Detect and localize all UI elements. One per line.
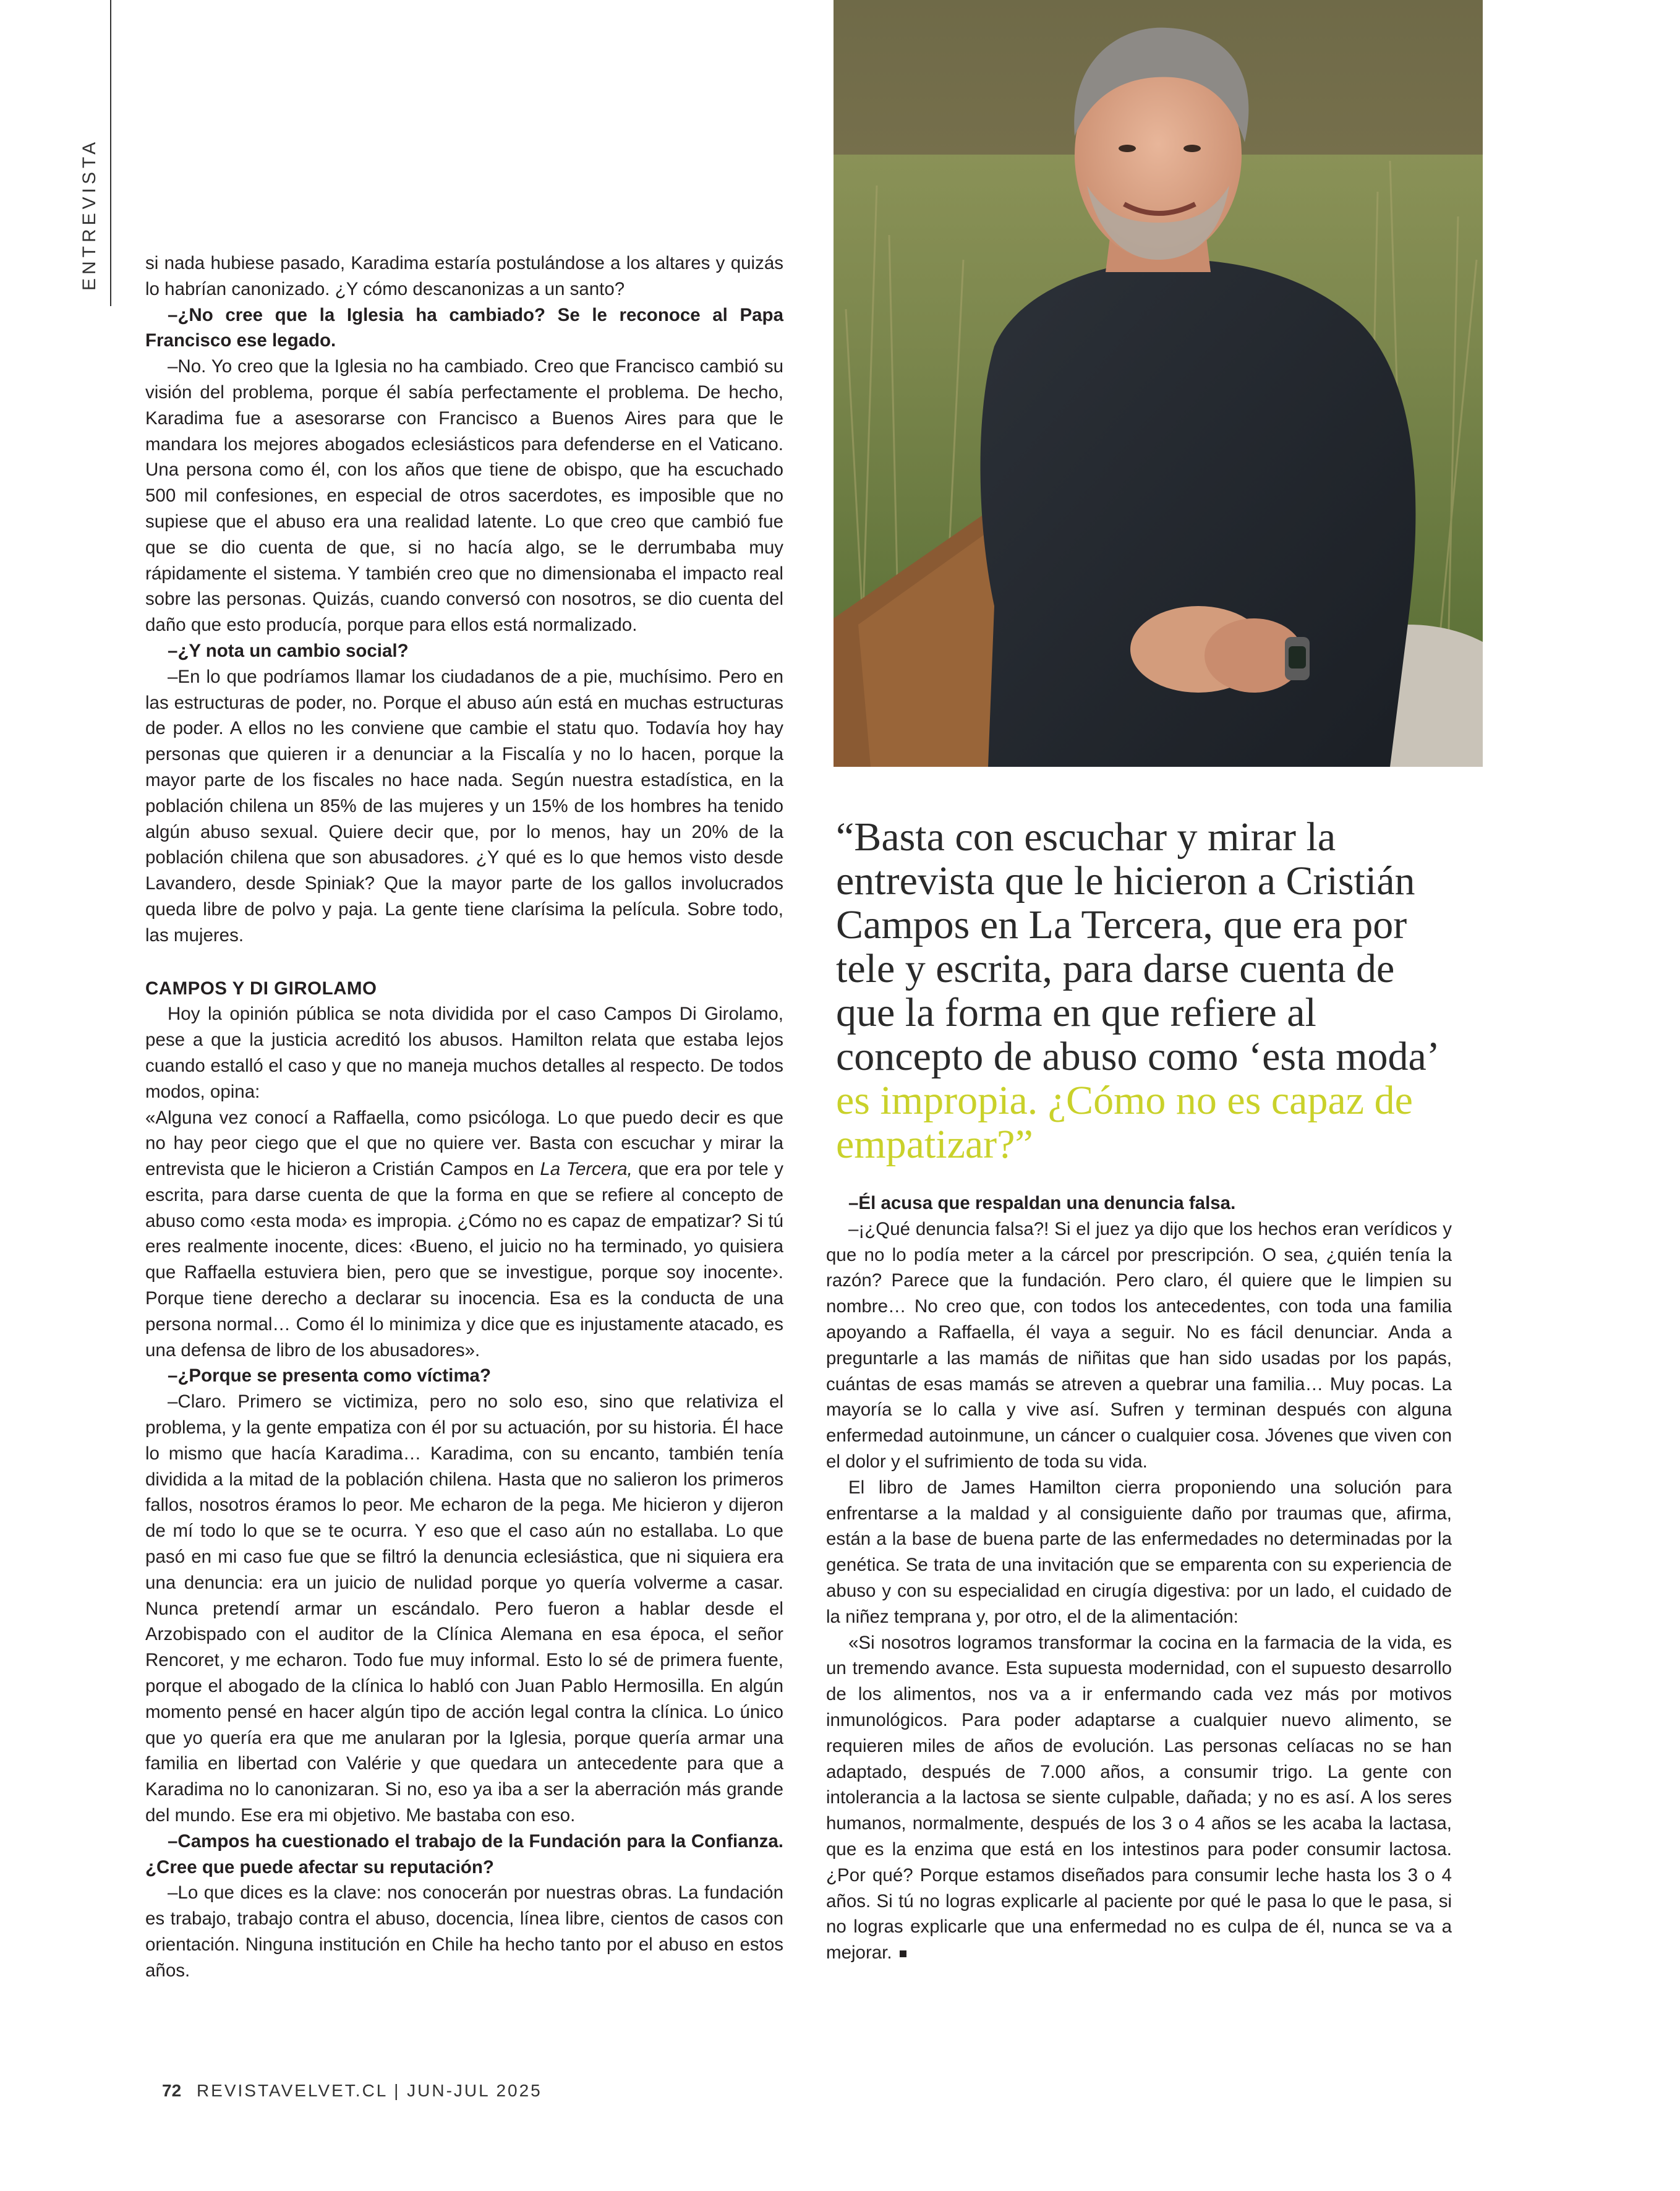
pull-quote-text: “Basta con escuchar y mirar la entrevista que le hicieron a Cristián Campos en La Tercera, que era por tele y escrita, para darse cuenta de que la forma en que refiere al concepto de abuso como ‘esta moda’ [836,814,1437,1079]
closing-quote: «Si nosotros logramos transformar la cocina en la farmacia de la vida, es un tremendo avance. Esta supuesta modernidad, con el supuesto desarrollo de los alimentos, nos va a ir enfermando cada vez más por motivos inmunológicos. Para poder adaptarse a cualquier nuevo alimento, se requieren miles de años de evolución. Las personas celíacas no se han adaptado, después de 7.000 años, a consumir trigo. La gente con intolerancia a la lactosa se siente culpable, dañada; y no es así. A los seres humanos, normalmente, después de los 3 o 4 años se les acaba la lactasa, que es la enzima que está en los intestinos para poder consumir lactosa. ¿Por qué? Porque estamos diseñados para consumir leche hasta los 3 o 4 años. Si tú no logras explicarle al paciente por qué le pasa lo que le pasa, si no logras explicarle que una enfermedad no es culpa de él, nunca se va a mejorar. [826,1632,1452,1963]
interview-question: –¿Y nota un cambio social? [168,640,409,661]
interview-answer: –En lo que podríamos llamar los ciudadanos de a pie, muchísimo. Pero en las estructuras de poder, no. Porque el abuso aún está en muchas estructuras de poder. A ellos no les conviene que cambie el statu quo. Todavía hoy hay personas que quieren ir a denunciar a la Fiscalía y no lo hacen, porque la mayor parte de los fiscales no hace nada. Según nuestra estadística, en la población chilena un 85% de las mujeres y un 15% de los hombres ha tenido algún abuso sexual. Quiere decir que, por lo menos, hay un 20% de la población chilena que son abusadores. ¿Y qué es lo que hemos visto desde Lavandero, desde Spiniak? Que la mayor parte de los gallos involucrados queda libre de polvo y paja. La gente tiene clarísima la película. Sobre todo, las mujeres. [145,666,783,946]
end-mark-icon [900,1950,906,1957]
interview-answer: –No. Yo creo que la Iglesia no ha cambiado. Creo que Francisco cambió su visión del problema, porque él sabía perfectamente el problema. De hecho, Karadima fue a asesorarse con Francisco a Buenos Aires para que le mandara los mejores abogados eclesiásticos para defenderse en el Vaticano. Una persona como él, con los años que tiene de obispo, que ha escuchado 500 mil confesiones, en especial de otros sacerdotes, es imposible que no supiese que el abuso era una realidad latente. Lo que creo que cambió fue que se dio cuenta de que, si no hacía algo, se le derrumbaba muy rápidamente el sistema. Y también creo que no dimensionaba el impacto real sobre las personas. Quizás, cuando conversó con nosotros, se dio cuenta del daño que esto producía, porque para ellos está normalizado. [145,356,783,636]
closing-paragraph [826,1630,1452,1966]
quote-paragraph [145,1105,783,1364]
subheading: CAMPOS Y DI GIROLAMO [145,978,377,999]
interview-question: –Él acusa que respaldan una denuncia falsa. [848,1193,1236,1213]
section-label: ENTREVISTA [79,138,100,291]
paragraph: si nada hubiese pasado, Karadima estaría postulándose a los altares y quizás lo habrían canonizado. ¿Y cómo descanonizas a un santo? [145,253,783,299]
interviewee-photo [834,0,1483,767]
paragraph: Hoy la opinión pública se nota dividida por el caso Campos Di Girolamo, pese a que la justicia acreditó los abusos. Hamilton relata que estaba lejos cuando estalló el caso y que no maneja muchos detalles al respecto. De todos modos, opina: [145,1004,783,1102]
pull-quote [836,815,1460,1166]
section-rule [110,0,111,306]
page-footer [162,2081,542,2101]
page-number: 72 [162,2081,182,2100]
publication-info: REVISTAVELVET.CL | JUN-JUL 2025 [196,2081,542,2100]
pull-quote-highlight: es impropia. ¿Cómo no es capaz de empatizar?” [836,1078,1413,1167]
interview-question: –¿Porque se presenta como víctima? [168,1365,491,1386]
quote-text: que era por tele y escrita, para darse cuenta de que la forma en que se refiere al concepto de abuso como ‹esta moda› es impropia. ¿Cómo no es capaz de empatizar? Si tú eres realmente inocente, dices: ‹Bueno, el juicio no ha terminado, yo quisiera que Raffaella estuviera bien, pero que se investigue, porque soy inocente›. Porque tiene derecho a declarar su inocencia. Esa es la conducta de una persona normal… Como él lo minimiza y dice que es injustamente atacado, es una defensa de libro de los abusadores». [145,1159,783,1360]
interview-answer: –¡¿Qué denuncia falsa?! Si el juez ya dijo que los hechos eran verídicos y que no lo podía meter a la cárcel por prescripción. O sea, ¿quién tenía la razón? Parece que la fundación. Pero claro, él quiere que le limpien su nombre… No creo que, con todos los antecedentes, con toda una familia apoyando a Raffaella, él vaya a seguir. No es fácil denunciar. Anda a preguntarle a las mamás de niñitas que han sido usadas por los papás, cuántas de esas mamás se atreven a quebrar una familia… Muy pocas. La mayoría se lo calla y vive así. Sufren y terminan después con alguna enfermedad autoinmune, un cáncer o cualquier cosa. Jóvenes que viven con el dolor y el sufrimiento de toda su vida. [826,1218,1452,1472]
interview-answer: –Claro. Primero se victimiza, pero no solo eso, sino que relativiza el problema, y la gente empatiza con él por su actuación, por su historia. Él hace lo mismo que hacía Karadima… Karadima, con su encanto, también tenía dividida a la mitad de la población chilena. Hasta que no salieron los primeros fallos, nosotros éramos lo peor. Me echaron de la pega. Me hicieron y dijeron de mí todo lo que se te ocurra. Y eso que el caso aún no estallaba. Lo que pasó en mi caso fue que se filtró la denuncia eclesiástica, que ni siquiera era una denuncia: era un juicio de nulidad porque yo quería volverme a casar. Nunca pretendí armar un escándalo. Pero fueron a hablar desde el Arzobispado con el auditor de la Clínica Alemana en esa época, el señor Rencoret, y me echaron. Todo fue muy informal. Esto lo sé de primera fuente, porque el abogado de la clínica lo habló con Juan Pablo Hermosilla. En algún momento pensé en hacer algún tipo de acción legal contra la clínica. Lo único que yo quería era que me anularan por la Iglesia, porque quería armar una familia en libertad con Valérie y que quedara un antecedente para que a Karadima no lo canonizaran. Si no, eso ya iba a ser la aberración más grande del mundo. Ese era mi objetivo. Me bastaba con eso. [145,1391,783,1826]
newspaper-name: La Tercera, [540,1159,633,1180]
interview-question: –Campos ha cuestionado el trabajo de la Fundación para la Confianza. ¿Cree que puede afectar su reputación? [145,1830,783,1877]
right-column [826,1190,1452,1966]
interview-question: –¿No cree que la Iglesia ha cambiado? Se le reconoce al Papa Francisco ese legado. [145,304,783,351]
quote-text: «Alguna vez conocí a Raffaella, como psicóloga. Lo que puedo decir es que no hay peor ciego que el que no quiere ver. Basta con escuchar y mirar la entrevista que le hicieron a Cristián Campos en [145,1107,783,1180]
paragraph: El libro de James Hamilton cierra proponiendo una solución para enfrentarse a la maldad y al consiguiente daño por traumas que, afirma, están a la base de buena parte de las enfermedades no determinadas por la genética. Se trata de una invitación que se emparenta con su experiencia de abuso y con su especialidad en cirugía digestiva: por un lado, el cuidado de la niñez temprana y, por otro, el de la alimentación: [826,1477,1452,1627]
interview-answer: –Lo que dices es la clave: nos conocerán por nuestras obras. La fundación es trabajo, trabajo contra el abuso, docencia, línea libre, cientos de casos con orientación. Ninguna institución en Chile ha hecho tanto por el abuso en estos años. [145,1882,783,1981]
left-column [145,250,783,1984]
